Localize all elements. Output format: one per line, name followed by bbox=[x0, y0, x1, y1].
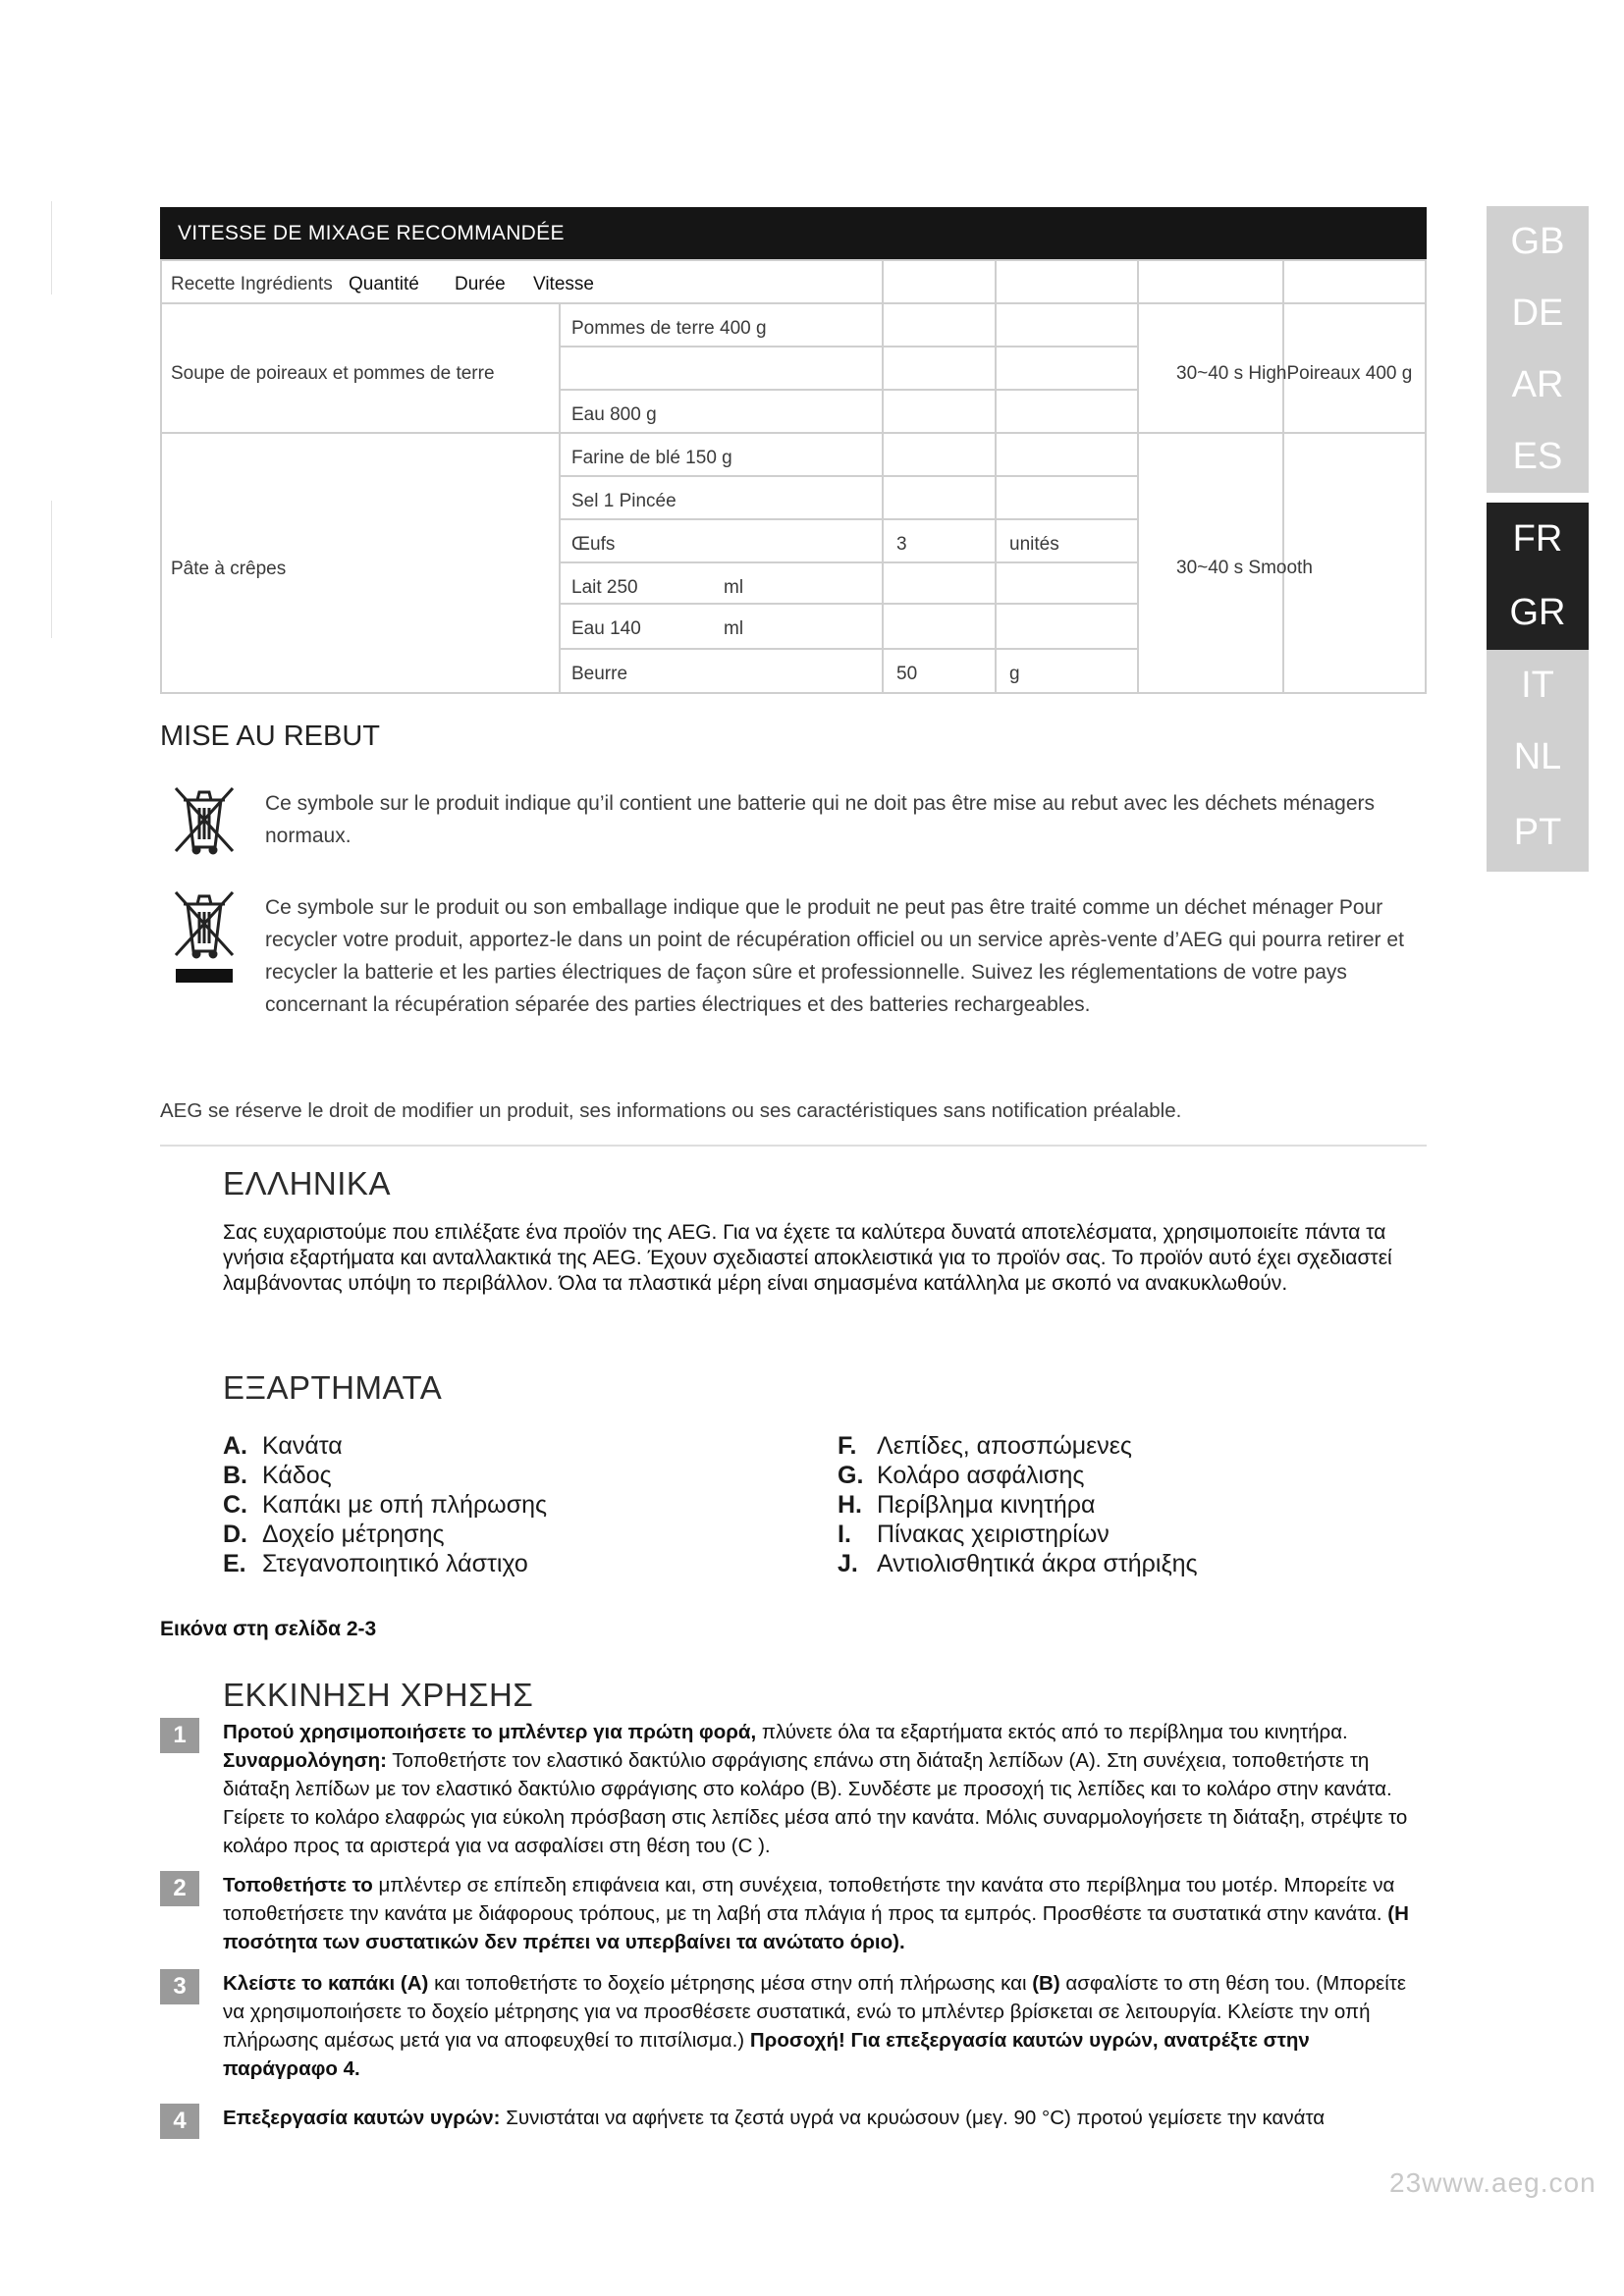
figure-reference: Εικόνα στη σελίδα 2-3 bbox=[160, 1618, 377, 1640]
disposal-battery-text: Ce symbole sur le produit indique qu’il contient une batterie qui ne doit pas être mise au rebut avec les déchets ménagers normaux. bbox=[265, 792, 1375, 847]
speed-value: 30~40 s Smooth bbox=[1176, 558, 1313, 578]
table-cell bbox=[995, 561, 1139, 605]
start-heading: ΕΚΚΙΝΗΣΗ ΧΡΗΣΗΣ bbox=[223, 1677, 534, 1713]
lang-tab-es[interactable]: ES bbox=[1487, 421, 1589, 493]
lang-tab-pt[interactable]: PT bbox=[1487, 793, 1589, 872]
header-recipe: Recette Ingrédients bbox=[171, 274, 333, 294]
part-item: D. Δοχείο μέτρησης bbox=[223, 1521, 445, 1548]
parts-heading: ΕΞΑΡΤΗΜΑΤΑ bbox=[223, 1369, 443, 1406]
table-cell bbox=[882, 561, 997, 605]
recipe-name: Pâte à crêpes bbox=[171, 559, 287, 579]
step-2-text: Τοποθετήστε το μπλέντερ σε επίπεδη επιφάνεια και, στη συνέχεια, τοποθετήστε την κανάτα στο περίβλημα του μοτέρ. Μπορείτε να τοποθετήσετε την κανάτα με διάφορους τρόπους, με τη λαβή στα πλάγια ή προς τα εμπρός. Προσθέστε τα συστατικά στην κανάτα. (Η ποσότητα των συστατικών δεν πρέπει να υπερβαίνει τα ανώτατο όριο). bbox=[223, 1874, 1409, 1953]
step-1-text: Προτού χρησιμοποιήσετε το μπλέντερ για πρώτη φορά, πλύνετε όλα τα εξαρτήματα εκτός από το περίβλημα του κινητήρα. Συναρμολόγηση: Τοποθετήστε τον ελαστικό δακτύλιο σφράγισης επάνω στη διάταξη λεπίδων (A). Στη συνέχεια, τοποθετήστε τη διάταξη λεπίδων με τον ελαστικό δακτύλιο σφράγισης στο κολάρο (B). Συνδέστε με προσοχή τις λεπίδες και το κολάρο στην κανάτα. Γείρετε το κολάρο ελαφρώς για εύκολη πρόσβαση στις λεπίδες μέσα από την κανάτα. Μόλις συναρμολογήσετε τη διάταξη, στρέψτε το κολάρο προς τα αριστερά για να ασφαλίσει στη θέση του (C ). bbox=[223, 1721, 1408, 1857]
part-item: E. Στεγανοποιητικό λάστιχο bbox=[223, 1550, 528, 1577]
table-cell bbox=[995, 603, 1139, 650]
lang-tab-fr[interactable]: FR bbox=[1487, 503, 1589, 576]
table-cell bbox=[995, 302, 1139, 347]
table-cell bbox=[882, 603, 997, 650]
step-number: 4 bbox=[160, 2104, 199, 2139]
table-cell bbox=[995, 432, 1139, 477]
step-number: 3 bbox=[160, 1969, 199, 2004]
table-title: VITESSE DE MIXAGE RECOMMANDÉE bbox=[160, 207, 1427, 259]
crossed-bin-icon bbox=[170, 782, 239, 856]
recipe-name: Soupe de poireaux et pommes de terre bbox=[171, 363, 495, 384]
section-divider bbox=[160, 1145, 1427, 1147]
step-3-text: Κλείστε το καπάκι (A) και τοποθετήστε το δοχείο μέτρησης μέσα στην οπή πλήρωσης και (B) ασφαλίστε το στη θέση του. (Μπορείτε να χρησιμοποιήσετε το δοχείο μέτρησης για να προσθέσετε συστατικά, ενώ το μπλέντερ βρίσκεται σε λειτουργία. Κλείστε την οπή πλήρωσης αμέσως μετά για να αποφευχθεί το πιτσίλισμα.) Προσοχή! Για επεξεργασία καυτών υγρών, ανατρέξτε στην παράγραφο 4. bbox=[223, 1972, 1407, 2080]
table-header-cell bbox=[995, 259, 1139, 304]
part-item: C. Καπάκι με οπή πλήρωσης bbox=[223, 1491, 548, 1519]
parts-list-right bbox=[838, 1431, 1198, 1578]
part-item: A. Κανάτα bbox=[223, 1432, 343, 1460]
step-number: 2 bbox=[160, 1871, 199, 1906]
unit: ml bbox=[724, 577, 744, 598]
ingredient: Farine de blé 150 g bbox=[571, 448, 732, 468]
disposal-recycling-text: Ce symbole sur le produit ou son emballage indique que le produit ne peut pas être traité comme un déchet ménager Pour recycler votre produit, apportez-le dans un point de récupération officiel ou un service après-vente d’AEG qui pourra retirer et recycler la batterie et les parties électriques de façon sûre et professionnelle. Suivez les réglementations de votre pays concernant la récupération séparée des parties électriques et des batteries rechargeables. bbox=[265, 896, 1404, 1016]
ingredient: Pommes de terre 400 g bbox=[571, 318, 767, 339]
table-cell bbox=[882, 389, 997, 434]
lang-tab-nl[interactable]: NL bbox=[1487, 721, 1589, 793]
speed-value: 30~40 s HighPoireaux 400 g bbox=[1176, 363, 1413, 384]
lang-tab-de[interactable]: DE bbox=[1487, 278, 1589, 349]
parts-list-left bbox=[223, 1431, 547, 1578]
header-quantity: Quantité bbox=[349, 274, 419, 294]
table-cell bbox=[559, 346, 884, 391]
ingredient: Lait 250 bbox=[571, 577, 638, 598]
quantity: 50 bbox=[896, 664, 918, 684]
table-cell bbox=[882, 475, 997, 520]
lang-tab-gr[interactable]: GR bbox=[1487, 576, 1589, 650]
lang-tab-gb[interactable]: GB bbox=[1487, 206, 1589, 278]
table-cell bbox=[882, 302, 997, 347]
table-cell bbox=[882, 432, 997, 477]
unit: unités bbox=[1009, 534, 1059, 555]
step-4-text: Επεξεργασία καυτών υγρών: Συνιστάται να αφήνετε τα ζεστά υγρά να κρυώσουν (μεγ. 90 °C) προτού γεμίσετε την κανάτα bbox=[223, 2107, 1326, 2129]
unit: g bbox=[1009, 664, 1020, 684]
table-header-cell bbox=[1282, 259, 1427, 304]
table-header-cell bbox=[882, 259, 997, 304]
part-item: B. Κάδος bbox=[223, 1462, 332, 1489]
ingredient: Eau 140 bbox=[571, 618, 641, 639]
ingredient: Œufs bbox=[571, 534, 616, 555]
quantity: 3 bbox=[896, 534, 907, 555]
part-item: J. Αντιολισθητικά άκρα στήριξης bbox=[838, 1550, 1198, 1577]
ingredient: Sel 1 Pincée bbox=[571, 491, 677, 511]
lang-tab-it[interactable]: IT bbox=[1487, 650, 1589, 721]
ingredient: Beurre bbox=[571, 664, 628, 684]
table-cell bbox=[995, 346, 1139, 391]
part-item: F. Λεπίδες, αποσπώμενες bbox=[838, 1432, 1132, 1460]
greek-intro: Σας ευχαριστούμε που επιλέξατε ένα προϊόν της AEG. Για να έχετε τα καλύτερα δυνατά αποτελέσματα, χρησιμοποιείτε πάντα τα γνήσια εξαρτήματα και ανταλλακτικά της AEG. Έχουν σχεδιαστεί αποκλειστικά για το προϊόν σας. Το προϊόν αυτό έχει σχεδιαστεί λαμβάνοντας υπόψη το περιβάλλον. Όλα τα πλαστικά μέρη είναι σημασμένα κατάλληλα με σκοπό να ανακυκλωθούν. bbox=[223, 1221, 1392, 1295]
part-item: G. Κολάρο ασφάλισης bbox=[838, 1462, 1085, 1489]
disposal-heading: MISE AU REBUT bbox=[160, 721, 380, 752]
greek-title: ΕΛΛΗΝΙΚΑ bbox=[223, 1165, 391, 1201]
table-cell bbox=[995, 475, 1139, 520]
margin-mark bbox=[51, 501, 52, 638]
table-cell bbox=[882, 346, 997, 391]
margin-mark bbox=[51, 201, 52, 294]
part-item: H. Περίβλημα κινητήρα bbox=[838, 1491, 1096, 1519]
table-header-cell bbox=[1137, 259, 1284, 304]
page-footer: 23www.aeg.con bbox=[1389, 2167, 1597, 2198]
header-duration: Durée bbox=[455, 274, 506, 294]
ingredient: Eau 800 g bbox=[571, 404, 657, 425]
step-number: 1 bbox=[160, 1718, 199, 1753]
crossed-bin-with-bar-icon bbox=[170, 886, 239, 985]
table-cell bbox=[995, 389, 1139, 434]
unit: ml bbox=[724, 618, 744, 639]
part-item: I. Πίνακας χειριστηρίων bbox=[838, 1521, 1110, 1548]
header-speed: Vitesse bbox=[533, 274, 594, 294]
modification-notice: AEG se réserve le droit de modifier un produit, ses informations ou ses caractéristiques sans notification préalable. bbox=[160, 1099, 1182, 1122]
lang-tab-ar[interactable]: AR bbox=[1487, 349, 1589, 421]
